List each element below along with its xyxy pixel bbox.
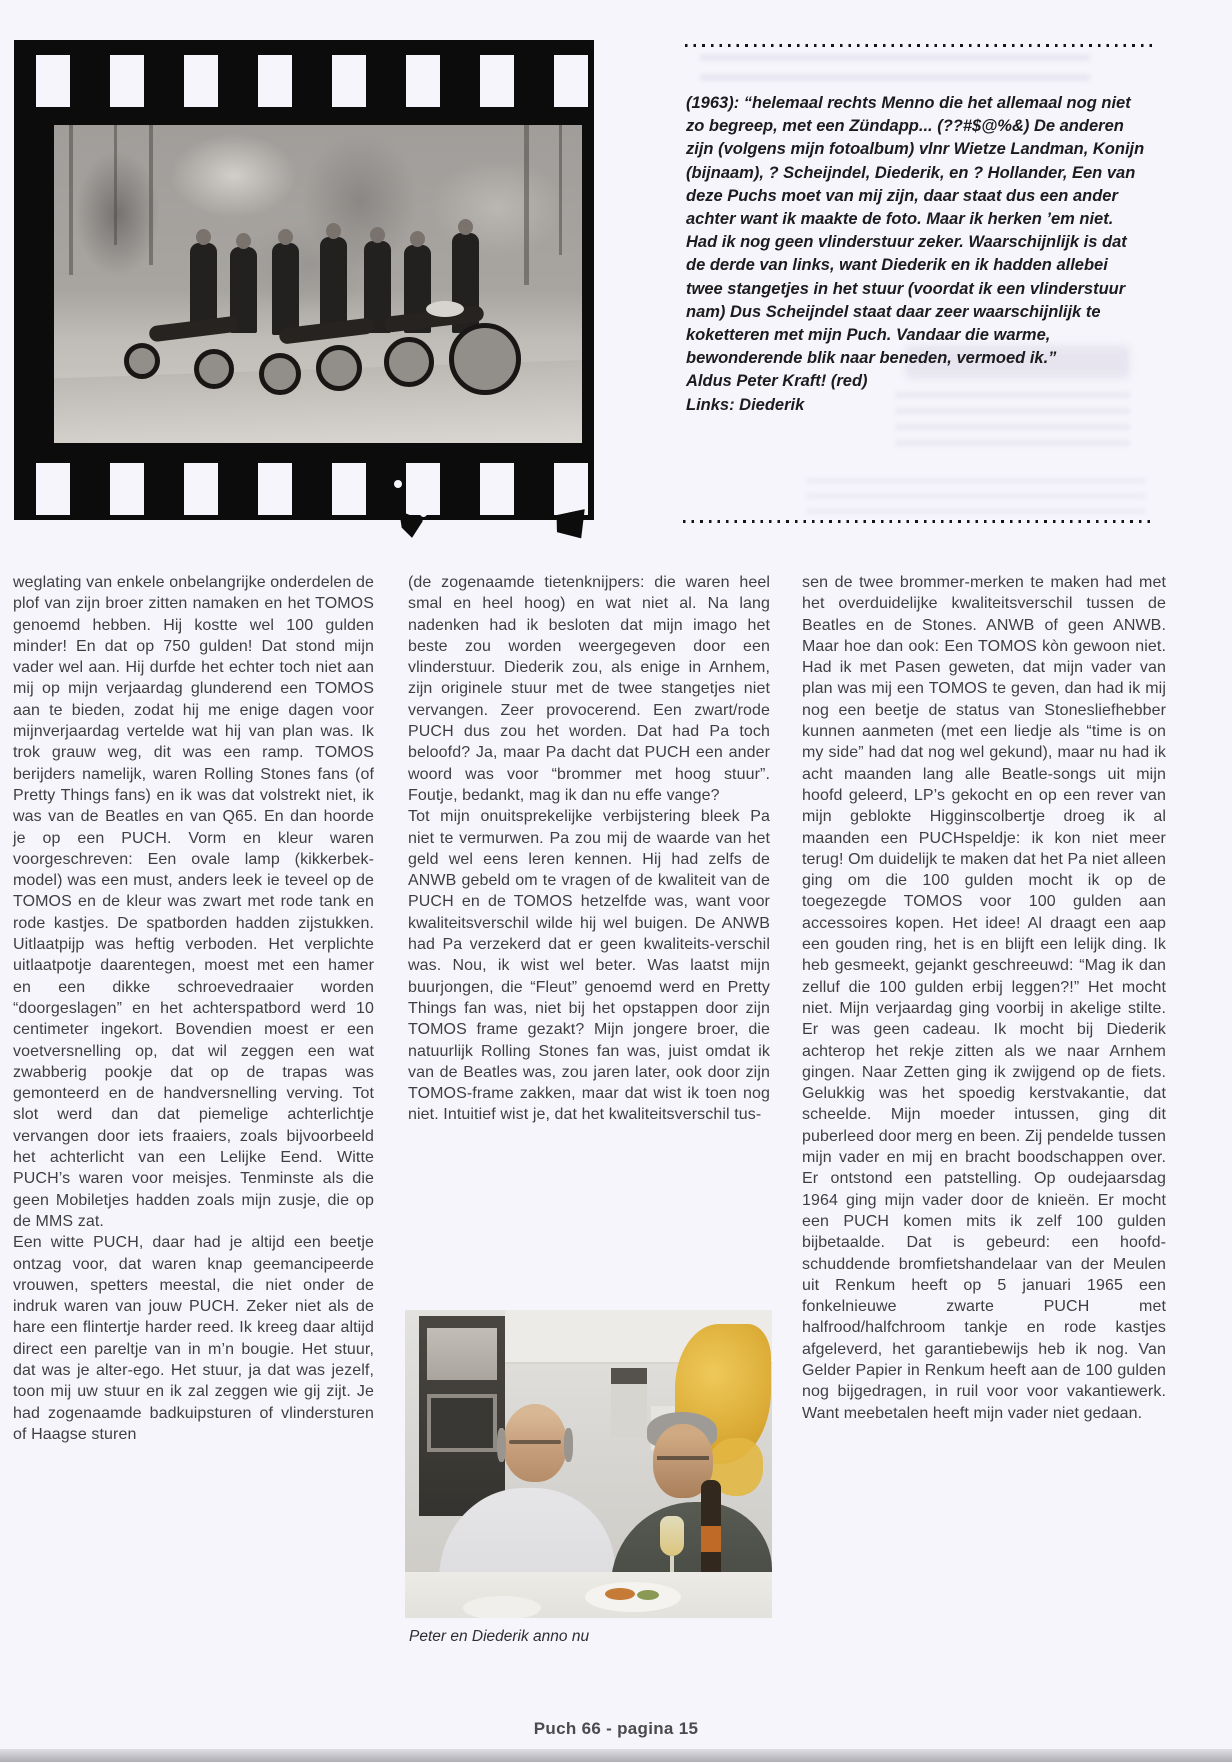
quote-attribution-author: Aldus Peter Kraft! (red) [686, 372, 868, 391]
bleed-through-text [806, 478, 1146, 516]
paragraph: Tot mijn onuitsprekelijke verbijstering bleek Pa niet te vermurwen. Pa zou mij de waarde van het geld wel eens leren kennen. Hij had zelfs de ANWB gebeld om te vragen of de kwaliteit van de PUCH en de TOMOS hetzelfde was, want voor kwaliteitsverschil wilde hij wel buigen. De ANWB had Pa verzekerd dat er geen kwaliteits-verschil was. Nou, ik wist wel beter. Was laatst mijn buurjongen, die “Fleut” genoemd werd en Pretty Things fan was, niet bij het opstappen door zijn TOMOS frame gezakt? Mijn jongere broer, die natuurlijk Rolling Stones fan was, juist omdat ik van de Beatles was, zou jaren later, ook door zijn TOMOS-frame zakken, maar dat wist ik toen nog niet. Intuitief wist je, dat het kwaliteitsverschil tus- [408, 808, 770, 1124]
film-sprocket-hole [184, 463, 218, 515]
scan-edge-bottom [0, 1749, 1232, 1762]
film-scratch [420, 510, 427, 517]
dinner-plate [585, 1582, 681, 1612]
dinner-plate [463, 1596, 541, 1618]
tree-silhouette [69, 125, 73, 275]
film-sprocket-hole [480, 55, 514, 107]
moped-wheel [259, 353, 301, 395]
film-sprocket-hole [480, 463, 514, 515]
film-scratch [408, 496, 414, 506]
moped-tank [426, 301, 464, 317]
food [605, 1588, 635, 1600]
column-right [802, 572, 1166, 1424]
paragraph: weglating van enkele onbelangrijke onderdelen de plof van zijn broer zitten namaken en het TOMOS genoemd hebben. Hij kostte wel 100 gulden minder! En dat op 750 gulden! Dat stond mijn vader wel aan. Hij durfde het echter toch niet aan mij op mijn verjaardag glunderend een TOMOS aan te bieden, zodat hij me enige dagen voor mijnverjaardag vertelde wat hij van plan was. Ik trok grauw weg, dit was een ramp. TOMOS berijders namelijk, waren Rolling Stones fans (of Pretty Things fans) en ik was dat volstrekt niet, ik was van de Beatles en van Q65. En dan hoorde je op een PUCH. Vorm en kleur waren voorgeschreven: Een ovale lamp (kikkerbek-model) was een must, anders leek ie teveel op de TOMOS en de kleur was zwart met rode tank en rode kastjes. De spatborden hadden zijstukken. Uitlaatpijp was heftig verboden. Het verplichte uitlaatpotje daarentegen, moest met een hamer en een dikke schroevedraaier worden “doorgeslagen” en het achterspatbord werd 10 centimeter ingekort. Bovendien moest er een voetversnelling op, dat wil zeggen een wat zwabberig pookje dat op de trapas was gemonteerd en de handversnelling verving. Tot slot werd dan dat piemelige achterlichtje vervangen door iets fraaiers, zoals bijvoorbeeld het achterlicht van een Lelijke Eend. Witte PUCH’s waren voor meisjes. Tenminste als die geen Mobiletjes hadden zoals mijn zusje, die op de MMS zat. [13, 574, 374, 1230]
paragraph: Een witte PUCH, daar had je altijd een beetje ontzag voor, dat waren knap geemancipeerde vrouwen, spetters meestal, die niet onder de indruk waren van jouw PUCH. Zeker niet als de hare een flintertje harder reed. Ik kreeg daar altijd direct een pareltje van in m’n bougie. Het stuur, dat was je alter-ego. Het stuur, ja dat was jezelf, toon mij uw stuur en ik zal zeggen wie gij zijt. Je had zogenaamde badkuipsturen of vlindersturen of Haagse sturen [13, 1234, 374, 1443]
film-sprocket-hole [110, 463, 144, 515]
film-sprocket-hole [258, 463, 292, 515]
moped-wheel [384, 337, 434, 387]
film-sprocket-hole [184, 55, 218, 107]
moped-wheel [449, 323, 521, 395]
filmstrip-photo [14, 40, 594, 520]
film-scratch [394, 480, 402, 488]
film-sprocket-hole [554, 463, 588, 515]
film-sprocket-hole [406, 55, 440, 107]
film-sprocket-hole [332, 55, 366, 107]
moped-wheel [316, 345, 362, 391]
photo-caption: Peter en Diederik anno nu [409, 1628, 590, 1645]
column-middle [408, 572, 770, 1126]
page-footer: Puch 66 - pagina 15 [533, 1719, 699, 1738]
column-left [13, 572, 374, 1445]
film-sprocket-hole [258, 55, 292, 107]
photo-quote-block [686, 92, 1146, 417]
person-silhouette [272, 243, 299, 335]
moped-wheel [194, 349, 234, 389]
glasses-icon [657, 1456, 709, 1460]
peter-diederik-photo [405, 1310, 772, 1618]
appliance-door [427, 1328, 497, 1380]
left-person-hair [497, 1428, 506, 1462]
photo-quote-text: (1963): “helemaal rechts Menno die het allemaal nog niet zo begreep, met een Zündapp... (??#$@%&) De anderen zijn (volgens mijn fotoalbum) vlnr Wietze Landman, Konijn (bijnaam), ? Scheijndel, Diederik, en ? Hollander, Een van deze Puchs moet van mij zijn, daar staat dus een ander achter want ik maakte de foto. Maar ik herken ’em niet. Had ik nog geen vlinderstuur zeker. Waarschijnlijk is dat de derde van links, want Diederik en ik hadden allebei twee stangetjes in het stuur (voordat ik een vlinderstuur nam) Dus Scheijndel staat daar zeer waarschijnlijk te koketteren met mijn Puch. Vandaar die warme, bewonderende blik naar beneden, vermoed ik.” [686, 94, 1145, 368]
film-sprocket-hole [406, 463, 440, 515]
film-sprocket-hole [110, 55, 144, 107]
dotted-separator-top [685, 44, 1157, 47]
tree-silhouette [149, 125, 153, 265]
left-person-hair [564, 1428, 573, 1462]
tree-silhouette [524, 125, 529, 285]
film-sprocket-hole [554, 55, 588, 107]
film-sprocket-hole [36, 55, 70, 107]
food [637, 1590, 659, 1600]
paragraph: (de zogenaamde tietenknijpers: die waren heel smal en heel hoog) en wat niet al. Na lang nadenken had ik besloten dat mijn imago het beste zou worden weergegeven door een vlinderstuur. Diederik zou, als enige in Arnhem, zijn originele stuur met de twee stangetjes niet vervangen. Zeer provocerend. Een zwart/rode PUCH dus zou het worden. Dat had Pa toch beloofd? Ja, maar Pa dacht dat PUCH een ander woord was voor “brommer met hoog stuur”. Foutje, bedankt, mag ik dan nu effe vange? [408, 574, 770, 804]
moped-wheel [124, 343, 160, 379]
wine-glass [660, 1516, 684, 1556]
tree-silhouette [114, 125, 117, 245]
film-sprocket-hole [36, 463, 70, 515]
glasses-icon [509, 1440, 561, 1444]
paragraph: sen de twee brommer-merken te maken had met het overduidelijke kwaliteitsverschil tussen de Beatles en de Stones. ANWB of geen ANWB. Maar hoe dan ook: Een TOMOS kòn gewoon niet. Had ik met Pasen geweten, dat mijn vader van plan was mij een TOMOS te geven, dan had ik mij nog een beetje de status van Stonesliefhebber kunnen aanmeten (met een liedje als “time is on my side” had dat nog wel gekund), maar nu had ik acht maanden lang alle Beatle-songs uit mijn hoofd geleerd, LP’s gekocht en op een rever van mijn geblokte Higginscolbertje droeg ik al maanden een PUCHspeldje: ik kon niet meer terug! Om duidelijk te maken dat het Pa niet alleen ging om die 100 gulden mocht ik op de toegezegde TOMOS voor 100 gulden aan accessoires kopen. Het idee! Al draagt een aap een gouden ring, het is en blijft een lelijk ding. Ik heb gesmeekt, gejankt geschreeuwd: “Mag ik dan zelluf die 100 gulden erbij leggen?!” Het mocht niet. Mijn verjaardag ging voorbij in akelige stilte. Er was geen cadeau. Ik mocht bij Diederik achterop het rekje zitten als we naar Arnhem gingen. Naar Zetten ging ik zwijgend op de fiets. Gelukkig was het spoedig kerstvakantie, dat scheelde. Mijn moeder intussen, ging dit puberleed door merg en been. Zij pendelde tussen mijn vader en mij en bracht boodschappen over. Er ontstond een patstelling. Op oudejaarsdag 1964 ging mijn vader door de knieën. Er mocht een PUCH komen mits ik zelf 100 gulden bijbetaalde. Dat is gebeurd: een hoofd-schuddende bromfietshandelaar van der Meulen uit Renkum heeft op 5 januari 1965 een fonkelnieuwe zwarte PUCH met halfrood/halfchroom tankje en rode kastjes afgeleverd, het garantiebewijs heb ik nog. Van Gelder Papier in Renkum heeft aan de 100 gulden nog bijgedragen, in ruil voor voor vakantiewerk. Want meebetalen heeft mijn vader niet gedaan. [802, 574, 1166, 1422]
quote-attribution-note: Links: Diederik [686, 395, 805, 414]
film-sprocket-hole [332, 463, 366, 515]
oven-window [427, 1394, 497, 1452]
tree-silhouette [559, 125, 562, 255]
coffee-maker-top [611, 1368, 647, 1384]
bleed-through-text [700, 54, 1090, 90]
bottle-label [701, 1526, 721, 1552]
dotted-separator-bottom [683, 520, 1155, 523]
group-photo-1963 [54, 125, 582, 443]
